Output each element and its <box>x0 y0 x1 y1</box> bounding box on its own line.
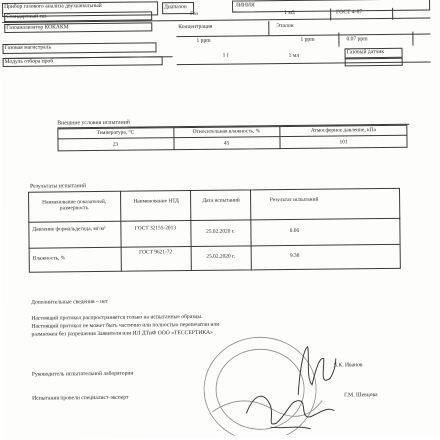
results-header-ntd: Наименование НТД <box>133 198 179 205</box>
note-line-2: Настоящий протокол не может быть частично или полностью перепечатан или <box>31 321 220 330</box>
note-line-1: Настоящий протокол распространяется только на испытанные образцы. <box>31 313 203 322</box>
divider <box>268 21 269 35</box>
divider <box>330 9 331 21</box>
results-row-2-result: 9.38 <box>289 252 300 259</box>
executor-signature <box>240 382 341 435</box>
row6-r1: 1 мл <box>288 52 300 59</box>
row2-left: Стандартный газ <box>6 13 47 20</box>
row3-left: Газоанализатор КОКАКМ <box>6 24 69 31</box>
row4-r2: 0.07 ppm <box>346 36 368 43</box>
row2-r2: ГОСТ 4-87 <box>336 9 363 16</box>
results-header-date: Дата испытаний <box>202 197 240 204</box>
divider <box>392 8 393 20</box>
row3-r1: Эталон <box>276 22 294 30</box>
executor-signature-label: Испытания провели специалист-эксперт <box>32 394 129 402</box>
row4-r1: 1 ppm <box>300 36 315 43</box>
results-row-1-ntd: ГОСТ 32155-2013 <box>134 225 177 232</box>
head-signature-label: Руководитель испытательной лаборатории <box>31 370 134 378</box>
row6-left: Модуль отбора проб <box>4 58 54 65</box>
note-line-3: размножен без разрешения Заявителя или ИЛ ДТиФ ООО «ТЕССЕРТИКА» <box>31 329 213 338</box>
device-name: Прибор газового анализа двухканальный <box>4 2 102 10</box>
results-row-1-date: 25.02.2020 г. <box>206 228 235 235</box>
results-header-result: Результат испытаний <box>269 196 319 204</box>
results-row-2-ntd: ГОСТ 9621-72 <box>139 249 173 256</box>
conditions-col1-value: 23 <box>112 141 119 148</box>
conditions-col2-value: 45 <box>223 140 230 147</box>
head-signature-name: Б.К. Иванов <box>333 362 363 369</box>
results-row-1-result: 0.06 <box>289 227 300 234</box>
results-row-2-date: 25.02.2020 г. <box>206 253 236 260</box>
results-row-2-name: Влажность, % <box>32 255 66 262</box>
row2-r1: 1 м3 <box>284 9 295 17</box>
row6-mid: 1 l <box>222 52 229 59</box>
row5-left: Газовая магистраль <box>4 44 52 51</box>
conditions-col3-header: Атмосферное давление, кПа <box>310 127 376 134</box>
results-header-name: Наименование показателей, размерность <box>42 198 107 212</box>
conditions-col3-value: 101 <box>339 139 348 146</box>
additional-info: Дополнительные сведения – нет <box>31 298 109 306</box>
row4-mid: 1 ppm <box>196 37 211 44</box>
conditions-col2-header: Относительная влажность, % <box>192 128 261 135</box>
results-title: Результаты испытаний <box>29 183 86 190</box>
divider <box>338 32 339 46</box>
ref-label: ЛИНИЯ <box>235 2 255 9</box>
executor-signature-name: Г.М. Шевцова <box>344 392 378 399</box>
conditions-title: Внешние условия испытаний <box>57 119 130 127</box>
row2-mid: Газ <box>190 10 198 18</box>
divider <box>412 32 413 46</box>
range-label: Диапазон <box>164 4 187 11</box>
row3-mid: Концентрация <box>178 23 213 31</box>
results-row-1-name: Давление формальдегида, мг/м³ <box>32 225 106 233</box>
conditions-col1-header: Температура, °C <box>96 129 135 136</box>
row6-r2: Газовый датчик <box>346 48 385 56</box>
